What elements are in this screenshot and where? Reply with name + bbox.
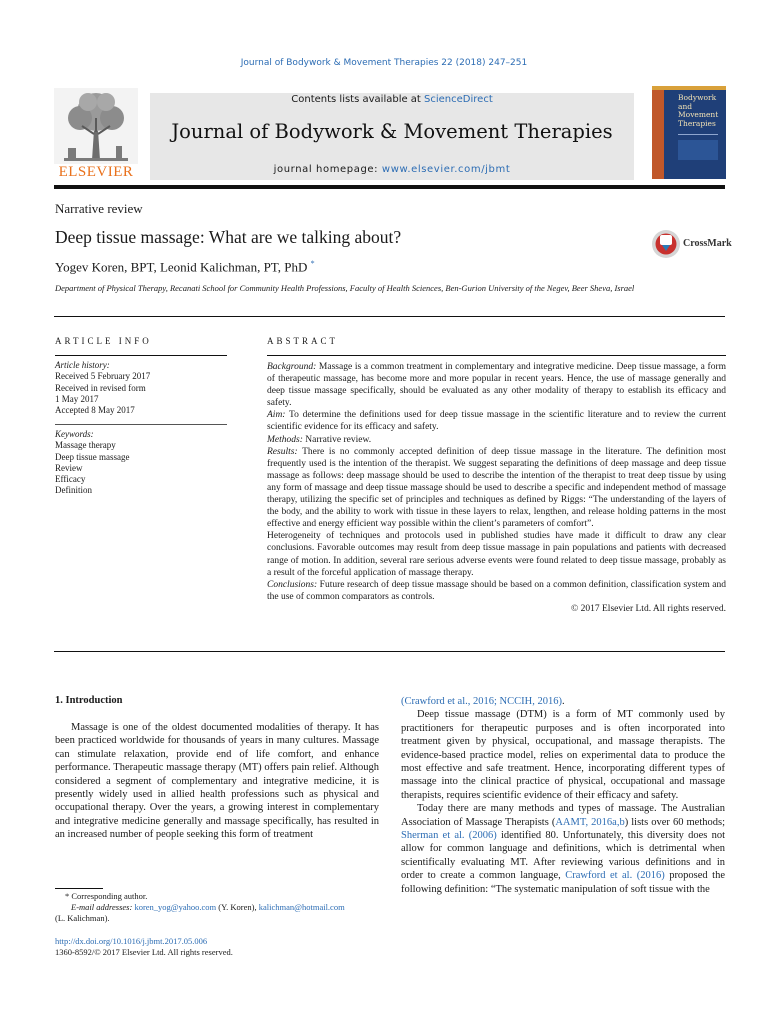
- keyword: Massage therapy: [55, 440, 116, 451]
- citation-link[interactable]: AAMT, 2016a,b: [555, 816, 625, 828]
- right-column: [401, 695, 725, 896]
- label: Background:: [267, 362, 317, 372]
- corresponding-label: Corresponding author.: [71, 891, 148, 901]
- cover-stripe: [652, 86, 726, 90]
- email-footnote: [55, 902, 379, 913]
- email-label: E-mail addresses:: [71, 902, 133, 912]
- article-type: Narrative review: [55, 201, 143, 216]
- text: Massage is a common treatment in complementary and integrative medicine. Deep tissue massage, a form of therapeutic massage, has become more and more popular in recent years. Hence, the use of massage generally and deep tissue massage specifically, should be evaluated as any other modality of therapy to establish its efficacy and safety.: [267, 362, 727, 409]
- sciencedirect-link[interactable]: ScienceDirect: [424, 94, 493, 105]
- journal-citation[interactable]: Journal of Bodywork & Movement Therapies 22 (2018) 247–251: [240, 58, 528, 68]
- elsevier-logo: [54, 88, 138, 180]
- abstract-methods: [267, 434, 726, 446]
- crossmark-label: CrossMark: [683, 238, 732, 249]
- abstract-bottom-rule: [54, 651, 725, 652]
- cover-spine: [652, 86, 664, 179]
- text: identified 80. Unfortunately, this diversity does not allow for common language and definitions, which is detrimental when scientifically evaluating MT. After reviewing various definitions and in order to create a common language,: [401, 830, 725, 882]
- doi-block: [55, 936, 379, 958]
- history-item: Received 5 February 2017: [55, 371, 151, 382]
- author-list: [55, 259, 315, 275]
- cover-title-line: Therapies: [678, 118, 716, 128]
- email-owner-line: (L. Kalichman).: [55, 913, 110, 923]
- issn-line: 1360-8592/© 2017 Elsevier Ltd. All rights reserved.: [55, 947, 233, 957]
- cover-title-line: Bodywork: [678, 93, 717, 102]
- cover-contents-block: [678, 140, 718, 160]
- label: Conclusions:: [267, 579, 318, 590]
- keyword: Efficacy: [55, 474, 86, 485]
- publisher-name: ELSEVIER: [58, 164, 134, 180]
- methods-paragraph: [401, 802, 725, 896]
- continued-citation: [401, 695, 725, 708]
- homepage-link[interactable]: www.elsevier.com/jbmt: [381, 164, 511, 175]
- keywords-label: Keywords:: [55, 429, 94, 439]
- keywords-block: [55, 429, 227, 497]
- abstract-heterogeneity: Heterogeneity of techniques and protocols used in published studies have made it difficult to draw any clear conclusions. Favorable outcomes may result from deep tissue massage in pain populations and patients with decreased range of motion. In addition, several rare serious adverse events were found related to deep tissue massage, probably as a result of the forceful application of massage therapy.: [267, 531, 726, 578]
- keywords-rule: [55, 424, 227, 425]
- abstract-conclusions: [267, 579, 726, 603]
- journal-cover-image[interactable]: [652, 86, 726, 179]
- keyword: Review: [55, 462, 83, 473]
- text: .: [561, 696, 565, 707]
- text: ) lists over 60 methods;: [624, 816, 726, 828]
- abstract-body: [267, 361, 726, 615]
- cover-rule: [678, 134, 718, 135]
- corresponding-author-mark[interactable]: *: [310, 259, 315, 268]
- elsevier-tree-icon: [54, 88, 138, 164]
- article-info-rule: [55, 355, 227, 356]
- abstract-results: [267, 446, 726, 531]
- text: Future research of deep tissue massage should be based on a common definition, classification system and the use of common comparators as controls.: [267, 579, 726, 602]
- text: There is no commonly accepted definition of deep tissue massage in the literature. The definition most frequently used is the intention of the therapist. We suggest separating the definitions of deep massage and deep tissue massage as follows: deep massage should be used to describe the intention of the therapist to treat deep tissue by using any form of massage and deep tissue massage should be used to describe a specific and independent method of massage therapy, utilizing the specific set of principles and techniques as defined by Riggs: “The understanding of the layers of the body, and the ability to work with tissue in these layers to relax, lengthen, and release holding patterns in the most effective and energy efficient way possible within the client’s parameters of comfort”.: [267, 446, 726, 530]
- crossmark-icon: [651, 229, 681, 259]
- authors[interactable]: Yogev Koren, BPT, Leonid Kalichman, PT, PhD: [55, 259, 308, 275]
- section-heading: 1. Introduction: [55, 695, 123, 706]
- keyword: Deep tissue massage: [55, 451, 130, 462]
- label: Aim:: [267, 410, 286, 421]
- footnote-mark: *: [65, 891, 70, 901]
- abstract-heading: ABSTRACT: [267, 336, 339, 346]
- label: Results:: [267, 446, 298, 457]
- abstract-background: [267, 361, 726, 409]
- cover-title-line: Movement: [678, 110, 719, 119]
- history-item: Received in revised form: [55, 382, 146, 393]
- text: To determine the definitions used for deep tissue massage in the scientific literature and to review the current scientific evidence for its efficacy and safety.: [267, 410, 726, 433]
- contents-prefix: Contents lists available at: [291, 94, 425, 105]
- affiliation: Department of Physical Therapy, Recanati School for Community Health Professions, Faculty of Health Sciences, Ben-Gurion University of the Negev, Beer Sheva, Israel: [55, 283, 635, 293]
- dtm-paragraph: Deep tissue massage (DTM) is a form of MT commonly used by practitioners for therapeutic purposes and is often incorporated into treatment given by physical, occupational, and massage therapists. The evidence-based practice model, relies on experimental data to produce the most effective and safe treatment. Hence, incorporating different types of massage into the clinical practice of physical, occupational and massage therapists, requires scientific evidence of their efficacy and safety.: [401, 709, 725, 801]
- email-owner: (Y. Koren),: [218, 902, 257, 912]
- text: proposed the following definition: “The systematic manipulation of soft tissue with the: [401, 870, 725, 895]
- email-link-koren[interactable]: koren_yog@yahoo.com: [134, 902, 217, 912]
- cover-title-line: and: [678, 101, 693, 111]
- footnotes: [55, 891, 379, 924]
- email-link-kalichman[interactable]: kalichman@hotmail.com: [258, 902, 345, 912]
- abstract-copyright: © 2017 Elsevier Ltd. All rights reserved.: [571, 603, 726, 614]
- homepage-prefix: journal homepage:: [273, 164, 382, 175]
- keyword: Definition: [55, 485, 92, 496]
- history-label: Article history:: [55, 360, 110, 370]
- article-history: [55, 360, 227, 416]
- history-item: Accepted 8 May 2017: [55, 405, 135, 416]
- left-column: [55, 721, 379, 842]
- article-info-heading: ARTICLE INFO: [55, 336, 152, 346]
- corresponding-footnote: [55, 891, 379, 902]
- header-rule: [54, 185, 725, 189]
- doi-link[interactable]: http://dx.doi.org/10.1016/j.jbmt.2017.05.006: [55, 936, 208, 946]
- article-title: Deep tissue massage: What are we talking about?: [55, 227, 402, 247]
- text: Narrative review.: [305, 434, 372, 445]
- history-item: 1 May 2017: [55, 393, 99, 404]
- info-top-rule: [54, 316, 725, 317]
- footnote-rule: [55, 888, 103, 889]
- contents-line: [150, 94, 634, 105]
- intro-paragraph: Massage is one of the oldest documented modalities of therapy. It has been practiced worldwide for thousands of years in many cultures. Massage can stimulate relaxation, provide end of life comfort, and enhance performance. Therapeutic massage therapy (MT) offers pain relief. Although considered a segment of complementary and integrative medicine, it is presently widely used in allied health professions such as physical and occupational therapy. Over the years, a growing interest in complementary and integrative medicine generally and massage specifically, has resulted in an increased number of people seeking this form of treatment: [55, 722, 379, 841]
- label: Methods:: [267, 434, 303, 445]
- journal-title: Journal of Bodywork & Movement Therapies: [171, 120, 613, 143]
- abstract-rule: [267, 355, 726, 356]
- citation-link[interactable]: Sherman et al. (2006): [401, 830, 497, 842]
- citation-link[interactable]: (Crawford et al., 2016; NCCIH, 2016): [401, 696, 562, 707]
- text: Today there are many methods and types of massage. The Australian Association of Massage Therapists (: [401, 803, 725, 828]
- citation-link[interactable]: Crawford et al. (2016): [565, 870, 665, 882]
- abstract-aim: [267, 409, 726, 433]
- journal-homepage: [150, 164, 634, 175]
- cover-title: [678, 94, 718, 128]
